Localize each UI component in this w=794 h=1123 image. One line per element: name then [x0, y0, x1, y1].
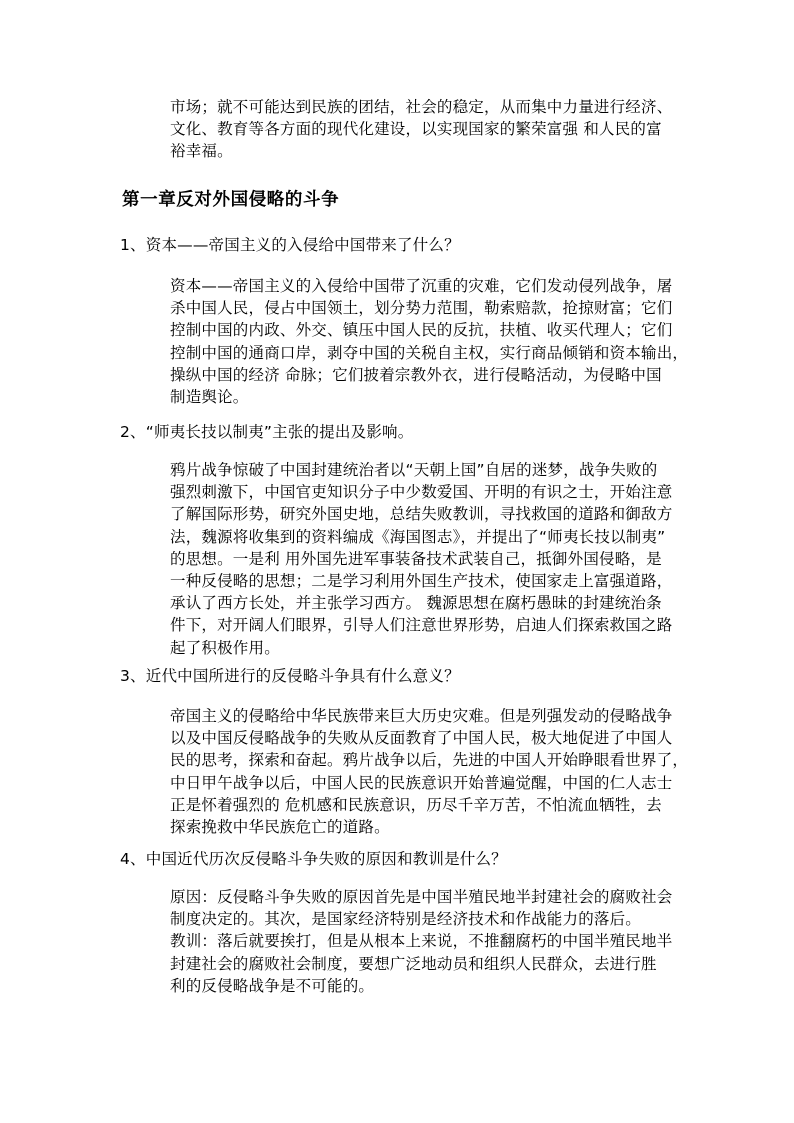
text-line: 探索挽救中华民族危亡的道路。 — [170, 818, 390, 837]
question-heading: 4、中国近代历次反侵略斗争失败的原因和教训是什么？ — [120, 850, 507, 868]
text-line: 以及中国反侵略战争的失败从反面教育了中国人民，极大地促进了中国人 — [170, 729, 673, 748]
text-line: 杀中国人民，侵占中国领土，划分势力范围，勒索赔款，抢掠财富；它们 — [170, 299, 673, 318]
text-line: 原因：反侵略斗争失败的原因首先是中国半殖民地半封建社会的腐败社会 — [170, 888, 673, 906]
text-line: 帝国主义的侵略给中华民族带来巨大历史灾难。但是列强发动的侵略战争 — [170, 707, 673, 725]
question-heading: 1、资本——帝国主义的入侵给中国带来了什么？ — [120, 236, 460, 254]
answer-paragraph — [170, 886, 680, 997]
text-line: 鸦片战争惊破了中国封建统治者以“天朝上国”自居的迷梦，战争失败的 — [170, 461, 658, 479]
answer-paragraph — [170, 275, 689, 408]
text-line: 制造舆论。 — [170, 388, 249, 407]
text-line: 制度决定的。其次，是国家经济特别是经济技术和作战能力的落后。 — [170, 910, 642, 929]
text-line: 民的思考，探索和奋起。鸦片战争以后，先进的中国人开始睁眼看世界了， — [170, 751, 689, 770]
answer-paragraph — [170, 459, 680, 659]
text-line: 裕幸福。 — [170, 142, 233, 161]
text-line: 教训：落后就要挨打，但是从根本上来说，不推翻腐朽的中国半殖民地半 — [170, 932, 673, 951]
text-line: 法，魏源将收集到的资料编成《海国图志》，并提出了“师夷长技以制夷” — [170, 527, 666, 546]
text-line: 的思想。一是利 用外国先进军事装备技术武装自己，抵御外国侵略，是 — [170, 549, 662, 568]
question-heading: 3、近代中国所进行的反侵略斗争具有什么意义？ — [120, 667, 460, 685]
text-line: 控制中国的内政、外交、镇压中国人民的反抗，扶植、收买代理人；它们 — [170, 321, 673, 340]
text-line: 了解国际形势，研究外国史地，总结失败教训，寻找救国的道路和御敌方 — [170, 505, 673, 524]
text-line: 承认了西方长处，并主张学习西方。 魏源思想在腐朽愚昧的封建统治条 — [170, 594, 662, 613]
text-line: 市场；就不可能达到民族的团结，社会的稳定，从而集中力量进行经济、 — [170, 98, 673, 116]
text-line: 操纵中国的经济 命脉；它们披着宗教外衣，进行侵略活动，为侵略中国 — [170, 365, 662, 384]
text-line: 正是怀着强烈的 危机感和民族意识，历尽千辛万苦，不怕流血牺牲，去 — [170, 795, 662, 814]
text-line: 文化、教育等各方面的现代化建设，以实现国家的繁荣富强 和人民的富 — [170, 120, 662, 139]
text-line: 一种反侵略的思想；二是学习利用外国生产技术，使国家走上富强道路， — [170, 572, 673, 591]
text-line: 封建社会的腐败社会制度，要想广泛地动员和组织人民群众，去进行胜 — [170, 954, 657, 973]
chapter-title: 第一章反对外国侵略的斗争 — [122, 190, 340, 210]
question-heading: 2、“师夷长技以制夷”主张的提出及影响。 — [120, 423, 414, 441]
text-line: 资本——帝国主义的入侵给中国带了沉重的灾难，它们发动侵列战争，屠 — [170, 277, 673, 295]
text-line: 件下，对开阔人们眼界，引导人们注意世界形势，启迪人们探索救国之路 — [170, 616, 673, 635]
text-line: 中日甲午战争以后，中国人民的民族意识开始普遍觉醒，中国的仁人志士 — [170, 773, 673, 792]
text-line: 强烈刺激下，中国官吏知识分子中少数爱国、开明的有识之士，开始注意 — [170, 483, 673, 502]
text-line: 利的反侵略战争是不可能的。 — [170, 976, 375, 995]
text-line: 控制中国的通商口岸，剥夺中国的关税自主权，实行商品倾销和资本输出， — [170, 343, 689, 362]
intro-paragraph — [170, 96, 680, 163]
text-line: 起了积极作用。 — [170, 638, 280, 657]
answer-paragraph — [170, 705, 689, 838]
